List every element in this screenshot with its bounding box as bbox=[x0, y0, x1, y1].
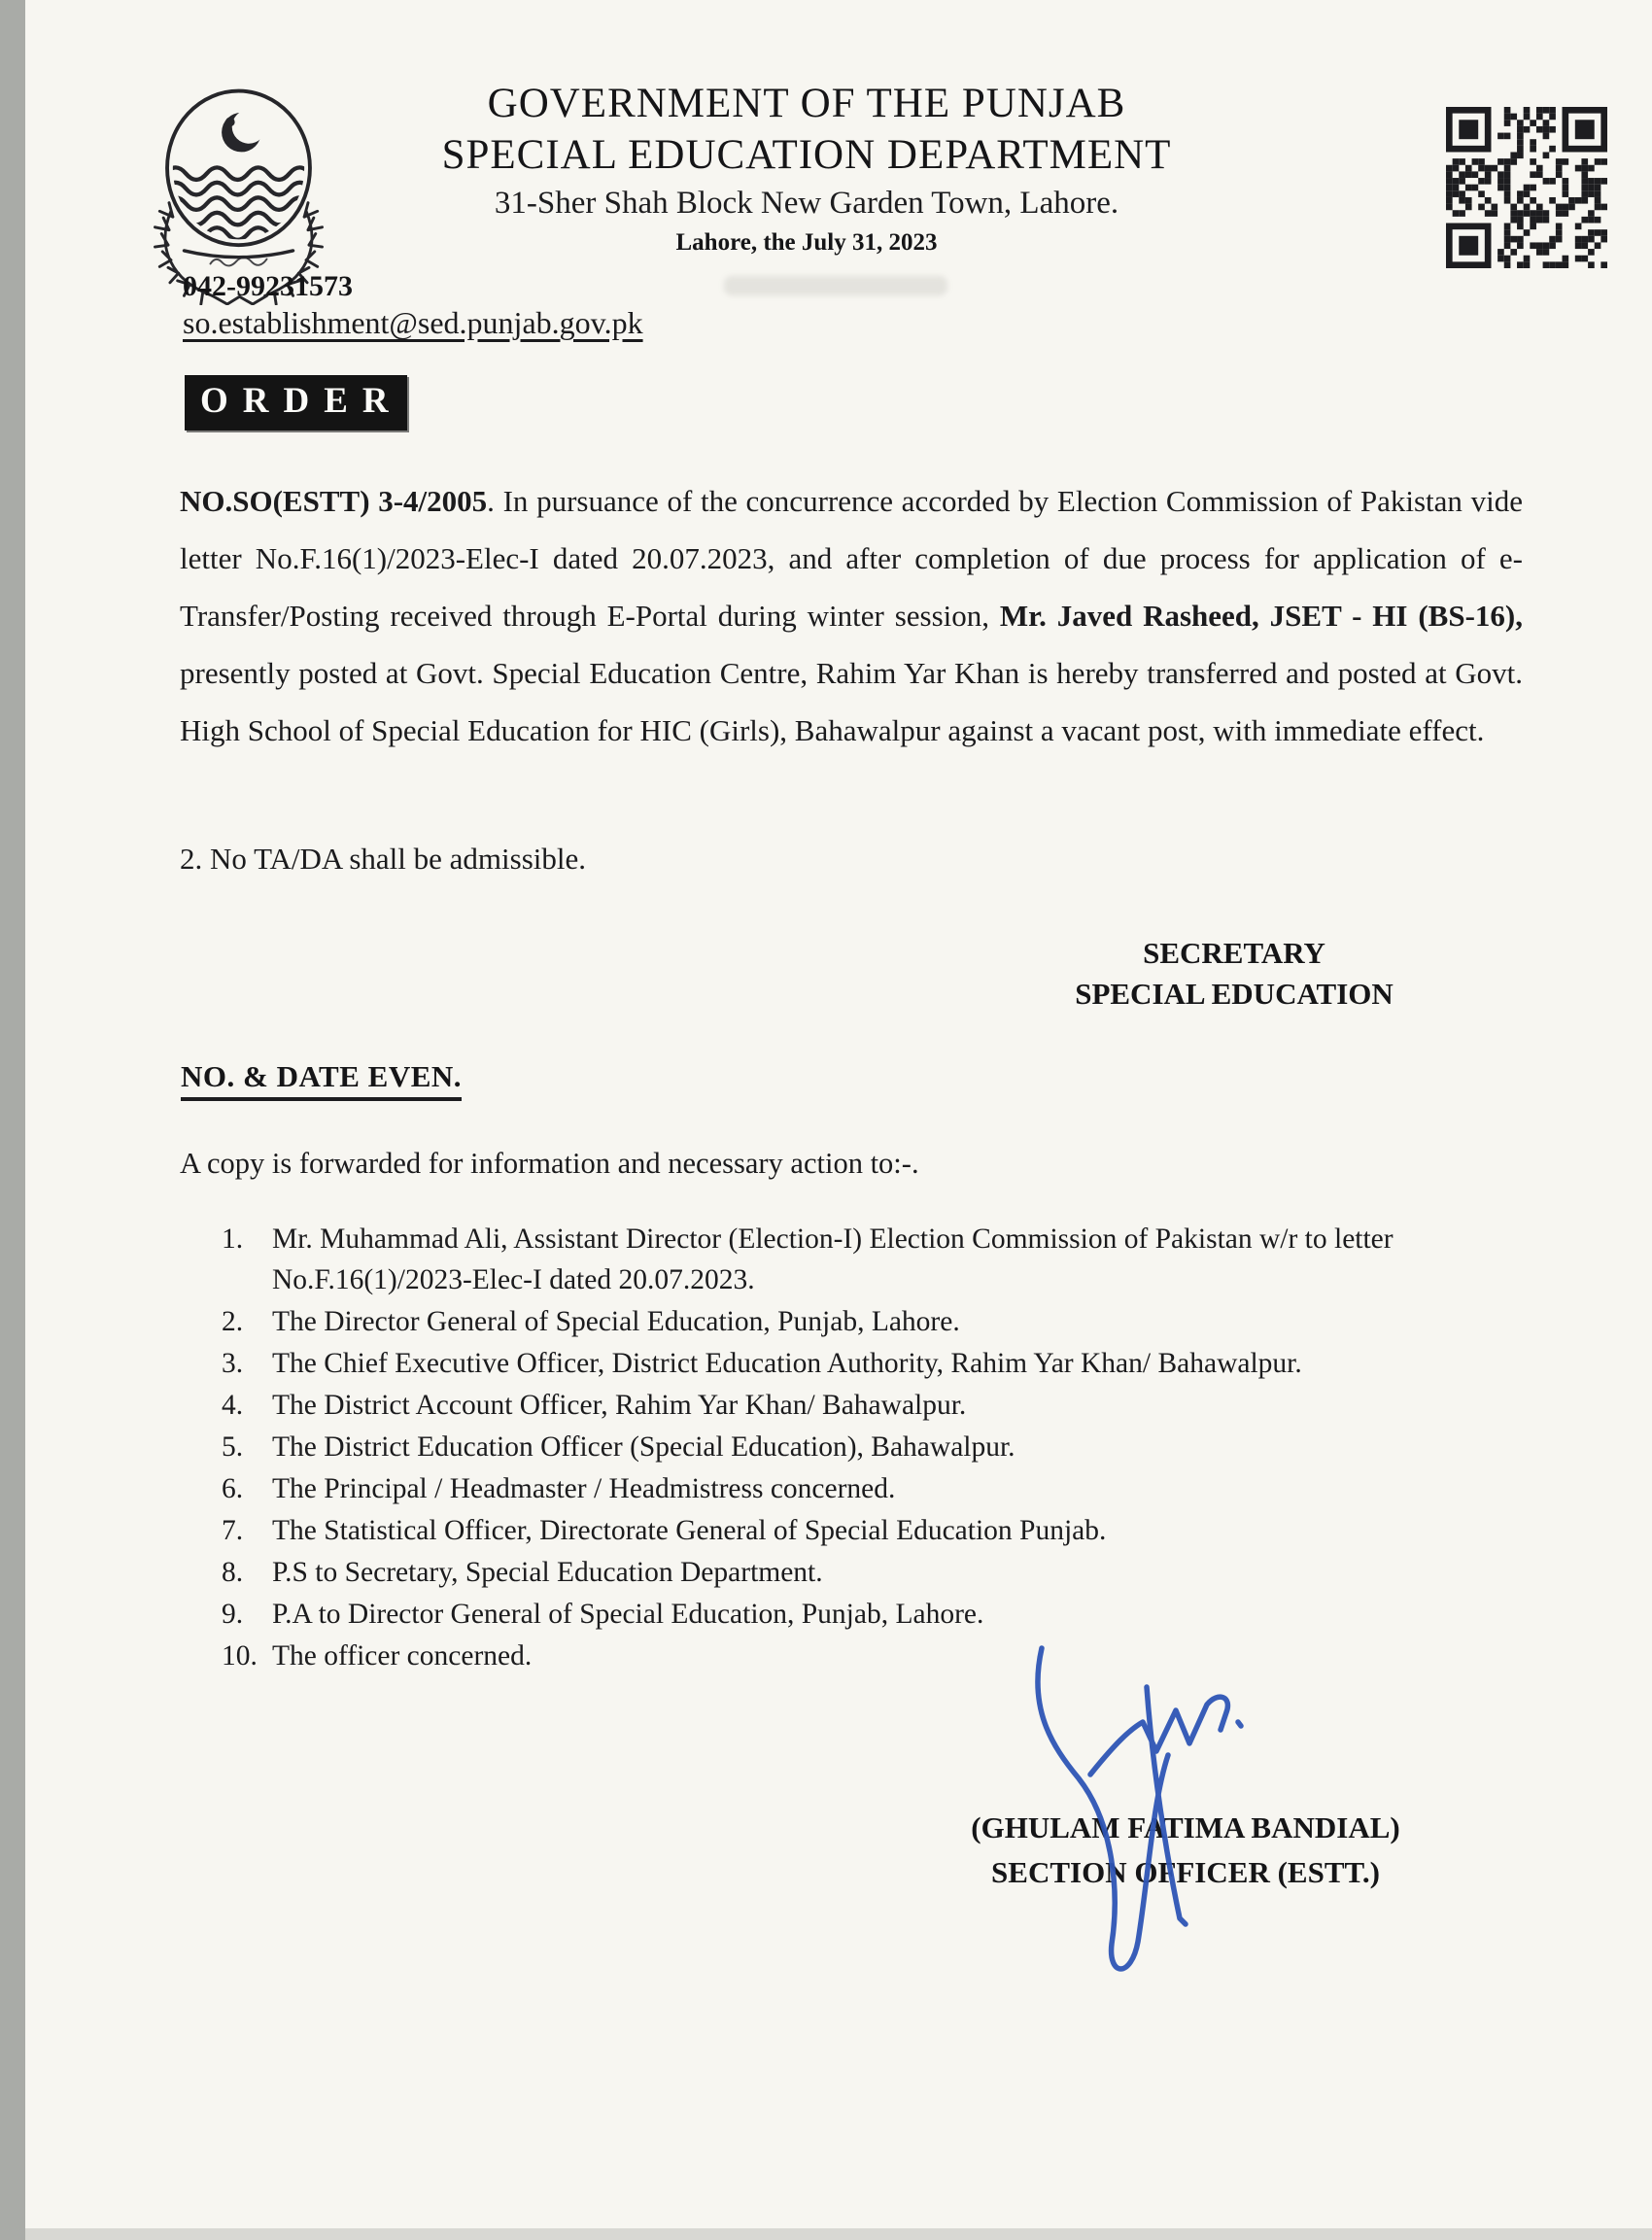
list-item-number: 2. bbox=[222, 1306, 244, 1337]
list-item-number: 4. bbox=[222, 1390, 244, 1421]
list-item bbox=[222, 1385, 1458, 1426]
list-item-text: Mr. Muhammad Ali, Assistant Director (Election-I) Election Commission of Pakistan w/r to letter No.F.16(1)/2023-Elec-I dated 20.07.2023. bbox=[272, 1223, 1394, 1295]
list-item-text: The Director General of Special Education, Punjab, Lahore. bbox=[272, 1306, 960, 1337]
secretary-department: SPECIAL EDUCATION bbox=[1075, 977, 1394, 1011]
order-ref-number: NO.SO(ESTT) 3-4/2005 bbox=[180, 484, 488, 518]
order-paragraph bbox=[180, 472, 1523, 759]
secretary-signature-block bbox=[991, 933, 1477, 1015]
list-item bbox=[222, 1594, 1458, 1635]
list-item-text: The Principal / Headmaster / Headmistress concerned. bbox=[272, 1473, 896, 1504]
list-item-number: 8. bbox=[222, 1557, 244, 1588]
list-item-number: 3. bbox=[222, 1348, 244, 1379]
org-title-line2: SPECIAL EDUCATION DEPARTMENT bbox=[441, 132, 1172, 178]
list-item-number: 9. bbox=[222, 1599, 244, 1630]
list-item-text: The officer concerned. bbox=[272, 1640, 533, 1671]
letter-date-line: Lahore, the July 31, 2023 bbox=[675, 229, 938, 256]
order-clause-2: 2. No TA/DA shall be admissible. bbox=[180, 842, 587, 876]
list-item-text: P.A to Director General of Special Education, Punjab, Lahore. bbox=[272, 1599, 984, 1630]
qr-code bbox=[1446, 107, 1607, 268]
list-item bbox=[222, 1552, 1458, 1593]
list-item-text: The Chief Executive Officer, District Education Authority, Rahim Yar Khan/ Bahawalpur. bbox=[272, 1348, 1302, 1379]
phone-number: 042-99231573 bbox=[183, 270, 353, 302]
list-item-text: The District Education Officer (Special Education), Bahawalpur. bbox=[272, 1431, 1015, 1463]
list-item-number: 10. bbox=[222, 1640, 258, 1671]
list-item-text: P.S to Secretary, Special Education Department. bbox=[272, 1557, 823, 1588]
scan-bottom-edge bbox=[25, 2228, 1652, 2240]
list-item-text: The Statistical Officer, Directorate General of Special Education Punjab. bbox=[272, 1515, 1107, 1546]
org-title-line1: GOVERNMENT OF THE PUNJAB bbox=[487, 81, 1126, 126]
list-item-text: The District Account Officer, Rahim Yar Khan/ Bahawalpur. bbox=[272, 1390, 967, 1421]
email-address: so.establishment@sed.punjab.gov.pk bbox=[183, 305, 643, 340]
order-paragraph-tail: presently posted at Govt. Special Education Centre, Rahim Yar Khan is hereby transferred and posted at Govt. High School of Special Education for HIC (Girls), Bahawalpur against a vacant post, with immediate effect. bbox=[180, 656, 1523, 747]
list-item-number: 1. bbox=[222, 1223, 244, 1255]
secretary-title: SECRETARY bbox=[1143, 936, 1325, 970]
org-address: 31-Sher Shah Block New Garden Town, Lahore. bbox=[494, 186, 1119, 221]
letterhead bbox=[389, 78, 1224, 260]
order-paragraph-text: . In pursuance of the concurrence accorded by Election Commission of Pakistan vide letter No.F.16(1)/2023-Elec-I dated 20.07.2023, and after completion of due process for application of e-Transfer/Posting received through E-Portal during winter session, bbox=[180, 484, 1523, 633]
list-item bbox=[222, 1427, 1458, 1467]
list-item bbox=[222, 1343, 1458, 1384]
handwritten-signature bbox=[1001, 1631, 1292, 2005]
list-item bbox=[222, 1301, 1458, 1342]
scan-smudge-artifact bbox=[724, 276, 947, 295]
distribution-list bbox=[222, 1219, 1458, 1677]
list-item bbox=[222, 1510, 1458, 1551]
list-item-number: 7. bbox=[222, 1515, 244, 1546]
list-item-number: 5. bbox=[222, 1431, 244, 1463]
signatory-name: (GHULAM FATIMA BANDIAL) bbox=[971, 1810, 1400, 1844]
copy-forwarded-intro: A copy is forwarded for information and necessary action to:-. bbox=[180, 1147, 919, 1180]
list-item bbox=[222, 1219, 1458, 1300]
list-item bbox=[222, 1468, 1458, 1509]
transferee-name: Mr. Javed Rasheed, JSET - HI (BS-16), bbox=[999, 599, 1523, 633]
order-heading: ORDER bbox=[185, 375, 407, 431]
signatory-title: SECTION OFFICER (ESTT.) bbox=[991, 1855, 1380, 1889]
no-and-date-heading: NO. & DATE EVEN. bbox=[181, 1059, 462, 1101]
list-item-number: 6. bbox=[222, 1473, 244, 1504]
